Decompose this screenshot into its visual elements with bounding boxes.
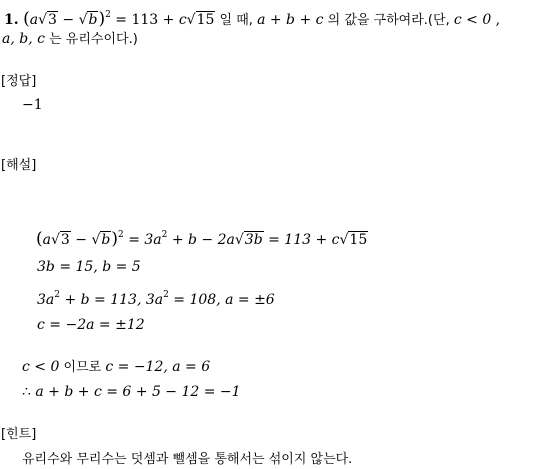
sqrt-15: √15: [186, 12, 215, 28]
solution-header: [해설]: [1, 158, 37, 173]
sqrt-3: √3: [38, 12, 57, 28]
answer-value: −1: [22, 97, 43, 113]
solution-step-4: c = −2a = ±12: [37, 317, 145, 333]
therefore-symbol: ∴: [22, 384, 31, 400]
solution-step-1: $(a√3 - √b)^2 = 3a^2 + b - 2a√3b = 113 + c√15$: [36, 229, 368, 249]
sqrt-b: √b: [78, 12, 98, 28]
answer-header: [정답]: [1, 74, 37, 89]
problem-line-2: a, b, c 는 유리수이다.): [2, 31, 138, 47]
problem-number: 1.: [4, 12, 19, 28]
problem-line-1: 1. $(a√3 - √b)^2 = 113 + c√15$ 일 때, a + b + c 의 값을 구하여라.(단, c < 0 ,: [4, 9, 501, 29]
hint-header: [힌트]: [1, 427, 37, 442]
solution-step-5: c < 0 이므로 c = −12, a = 6: [22, 359, 211, 375]
solution-step-3: $3a^2 + b = 113$, $3a^2 = 108$, a = ±6: [37, 290, 275, 308]
solution-step-2: 3b = 15, b = 5: [37, 259, 141, 275]
solution-step-6: ∴ a + b + c = 6 + 5 − 12 = −1: [22, 384, 241, 400]
hint-text: 유리수와 무리수는 덧셈과 뺄셈을 통해서는 섞이지 않는다.: [22, 452, 353, 467]
